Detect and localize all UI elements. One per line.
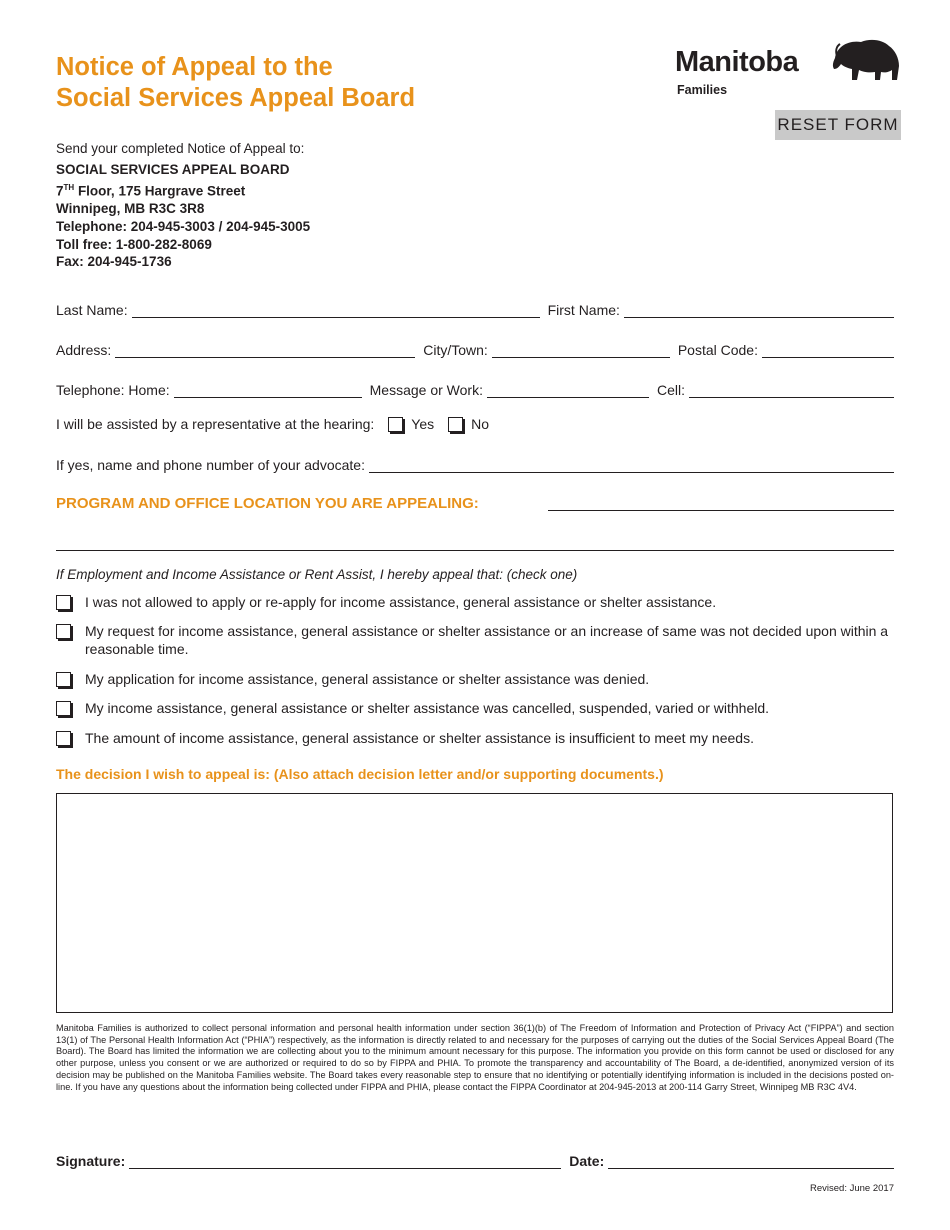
last-name-label: Last Name:: [56, 302, 128, 318]
appeal-option-checkbox[interactable]: [56, 672, 71, 687]
revision-date: Revised: June 2017: [810, 1183, 894, 1194]
decision-heading: The decision I wish to appeal is: (Also attach decision letter and/or supporting documents.): [56, 766, 664, 782]
appeal-option-checkbox[interactable]: [56, 624, 71, 639]
reset-form-button[interactable]: RESET FORM: [775, 110, 901, 140]
form-title: [56, 52, 415, 114]
bison-icon: [831, 36, 903, 84]
appeal-option-label: The amount of income assistance, general assistance or shelter assistance is insufficient to meet my needs.: [85, 730, 754, 746]
appeal-option-label: I was not allowed to apply or re-apply for income assistance, general assistance or shelter assistance.: [85, 594, 717, 610]
fax: Fax: 204-945-1736: [56, 254, 172, 270]
cell-field[interactable]: [689, 384, 894, 398]
advocate-label: If yes, name and phone number of your advocate:: [56, 457, 365, 473]
city-address: Winnipeg, MB R3C 3R8: [56, 201, 205, 217]
advocate-row: [56, 453, 894, 473]
appeal-option: [56, 593, 894, 611]
appeal-option: [56, 622, 894, 658]
mailing-address: [56, 161, 310, 271]
representative-row: [56, 416, 489, 432]
home-phone-field[interactable]: [174, 384, 362, 398]
program-field-line2[interactable]: [56, 550, 894, 551]
privacy-notice: Manitoba Families is authorized to collect personal information and personal health information under section 36(1)(b) of The Freedom of Information and Protection of Privacy Act (“FIPPA”) and section 13(1) of The Personal Health Information Act (“PHIA”) respectively, as the information is directly related to and necessary for the purposes of carrying out the duties of the Social Services Appeal Board (The Board). The Board has limited the information we are collecting about you to the minimum amount necessary for this purpose. The information you provide on this form cannot be used or disclosed for any other purpose, unless you consent or we are authorized or required to do so by FIPPA and PHIA. To promote the transparency and accountability of The Board, a de-identified, anonymized version of its decision may be published on the Manitoba Families website. The Board takes every reasonable step to ensure that no identifying or potentially identifying information is included in the decisions posted on-line. If you have any questions about the information being collected under FIPPA and PHIA, please contact the FIPPA Coordinator at 204-945-2013 at 200-114 Garry Street, Winnipeg MB R3C 4V4.: [56, 1023, 894, 1092]
name-row: [56, 298, 894, 318]
address-row: [56, 338, 894, 358]
first-name-label: First Name:: [547, 302, 620, 318]
advocate-field[interactable]: [369, 459, 894, 473]
appeal-instruction: If Employment and Income Assistance or Rent Assist, I hereby appeal that: (check one): [56, 567, 578, 582]
last-name-field[interactable]: [132, 304, 540, 318]
work-phone-label: Message or Work:: [369, 382, 483, 398]
yes-label: Yes: [411, 416, 435, 432]
address-field[interactable]: [115, 344, 415, 358]
city-field[interactable]: [492, 344, 670, 358]
date-label: Date:: [569, 1153, 605, 1169]
toll-free: Toll free: 1-800-282-8069: [56, 236, 212, 252]
home-phone-label: Telephone: Home:: [56, 382, 170, 398]
representative-no-checkbox[interactable]: [448, 417, 463, 432]
appeal-option-label: My request for income assistance, general assistance or shelter assistance or an increase of same was not decided upon within a reasonable time.: [85, 623, 889, 657]
address-label: Address:: [56, 342, 112, 358]
program-field-line1[interactable]: [548, 510, 894, 511]
postal-code-field[interactable]: [762, 344, 894, 358]
no-label: No: [471, 416, 490, 432]
appeal-option: [56, 670, 894, 688]
city-label: City/Town:: [423, 342, 488, 358]
telephone-row: [56, 378, 894, 398]
date-field[interactable]: [608, 1155, 894, 1169]
representative-yes-checkbox[interactable]: [388, 417, 403, 432]
appeal-option: [56, 699, 894, 717]
work-phone-field[interactable]: [487, 384, 649, 398]
appeal-option-checkbox[interactable]: [56, 595, 71, 610]
logo-department: Families: [677, 83, 728, 97]
appeal-option-checkbox[interactable]: [56, 701, 71, 716]
signature-row: [56, 1149, 894, 1169]
org-name: SOCIAL SERVICES APPEAL BOARD: [56, 162, 290, 177]
send-to-intro: Send your completed Notice of Appeal to:: [56, 141, 305, 156]
signature-field[interactable]: [129, 1155, 561, 1169]
postal-code-label: Postal Code:: [677, 342, 758, 358]
appeal-option: [56, 729, 894, 747]
logo-wordmark: Manitoba: [675, 46, 799, 78]
cell-label: Cell:: [656, 382, 685, 398]
appeal-option-label: My income assistance, general assistance or shelter assistance was cancelled, suspended, varied or withheld.: [85, 700, 770, 716]
street-address: 7TH Floor, 175 Hargrave Street: [56, 182, 246, 199]
manitoba-logo: [675, 38, 905, 98]
form-title-line2: Social Services Appeal Board: [56, 84, 416, 112]
first-name-field[interactable]: [624, 304, 894, 318]
decision-textarea[interactable]: [56, 793, 893, 1013]
telephone: Telephone: 204-945-3003 / 204-945-3005: [56, 218, 311, 234]
appeal-option-checkbox[interactable]: [56, 731, 71, 746]
appeal-option-label: My application for income assistance, general assistance or shelter assistance was denied.: [85, 671, 650, 687]
program-heading: PROGRAM AND OFFICE LOCATION YOU ARE APPEALING:: [56, 495, 479, 512]
form-title-line1: Notice of Appeal to the: [56, 53, 333, 81]
signature-label: Signature:: [56, 1153, 126, 1169]
representative-question: I will be assisted by a representative at the hearing:: [56, 416, 375, 432]
